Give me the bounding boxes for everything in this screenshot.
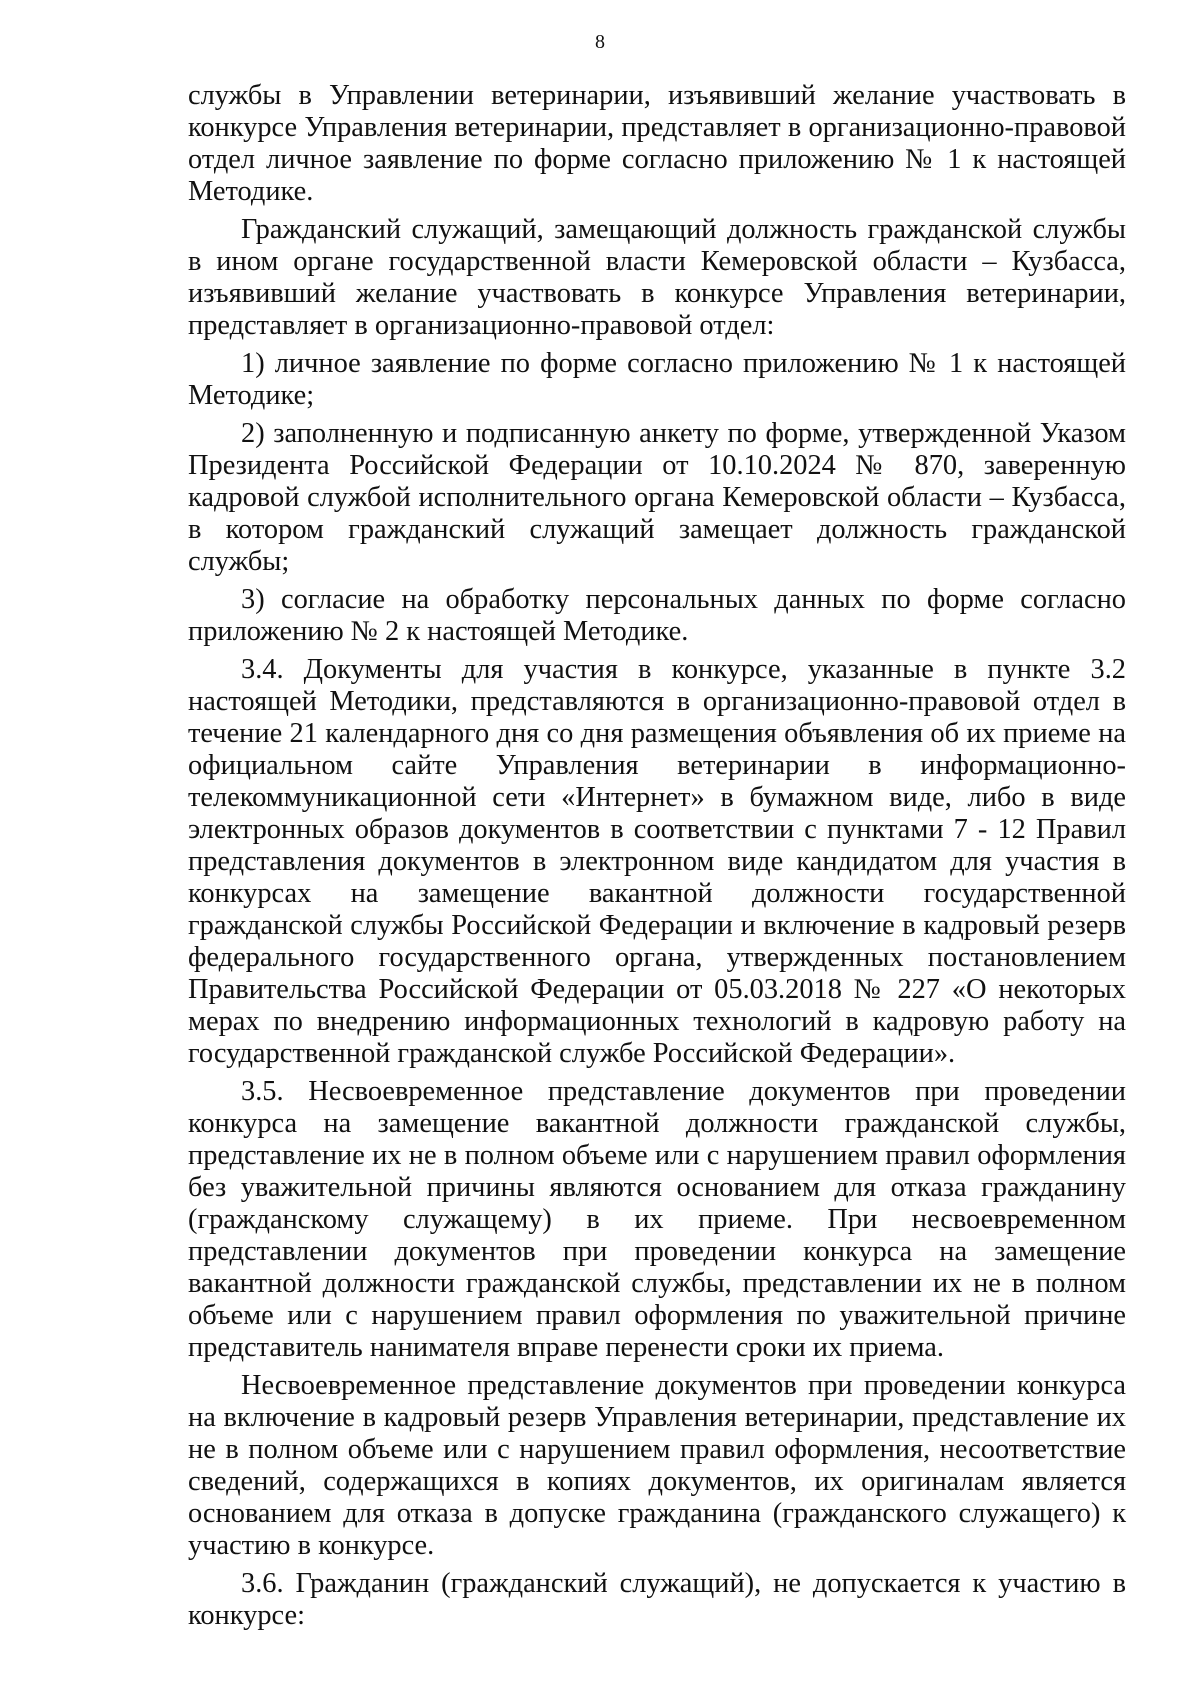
list-item-3-consent: 3) согласие на обработку персональных данных по форме согласно приложению № 2 к настоящей Методике. (188, 584, 1126, 647)
section-3-5: 3.5. Несвоевременное представление документов при проведении конкурса на замещение вакантной должности гражданской службы, представление их не в полном объеме или с нарушением правил оформления без уважительной причины являются основанием для отказа гражданину (гражданскому служащему) в их приеме. При несвоевременном представлении документов при проведении конкурса на замещение вакантной должности гражданской службы, представлении их не в полном объеме или с нарушением правил оформления по уважительной причине представитель нанимателя вправе перенести сроки их приема. (188, 1076, 1126, 1363)
page-number: 8 (595, 31, 605, 53)
paragraph-continuation: службы в Управлении ветеринарии, изъявивший желание участвовать в конкурсе Управления ветеринарии, представляет в организационно-правовой отдел личное заявление по форме согласно приложению № 1 к настоящей Методике. (188, 80, 1126, 207)
list-item-1-application: 1) личное заявление по форме согласно приложению № 1 к настоящей Методике; (188, 348, 1126, 411)
document-body (188, 80, 1126, 1638)
section-3-6: 3.6. Гражданин (гражданский служащий), не допускается к участию в конкурсе: (188, 1568, 1126, 1631)
paragraph-late-submission-reserve: Несвоевременное представление документов при проведении конкурса на включение в кадровый резерв Управления ветеринарии, представление их не в полном объеме или с нарушением правил оформления, несоответствие сведений, содержащихся в копиях документов, их оригиналам является основанием для отказа в допуске гражданина (гражданского служащего) к участию в конкурсе. (188, 1370, 1126, 1561)
list-item-2-questionnaire: 2) заполненную и подписанную анкету по форме, утвержденной Указом Президента Российской Федерации от 10.10.2024 № 870, заверенную кадровой службой исполнительного органа Кемеровской области – Кузбасса, в котором гражданский служащий замещает должность гражданской службы; (188, 418, 1126, 577)
paragraph-civil-servant-other-body: Гражданский служащий, замещающий должность гражданской службы в ином органе государственной власти Кемеровской области – Кузбасса, изъявивший желание участвовать в конкурсе Управления ветеринарии, представляет в организационно-правовой отдел: (188, 214, 1126, 341)
section-3-4: 3.4. Документы для участия в конкурсе, указанные в пункте 3.2 настоящей Методики, представляются в организационно-правовой отдел в течение 21 календарного дня со дня размещения объявления об их приеме на официальном сайте Управления ветеринарии в информационно-телекоммуникационной сети «Интернет» в бумажном виде, либо в виде электронных образов документов в соответствии с пунктами 7 - 12 Правил представления документов в электронном виде кандидатом для участия в конкурсах на замещение вакантной должности государственной гражданской службы Российской Федерации и включение в кадровый резерв федерального государственного органа, утвержденных постановлением Правительства Российской Федерации от 05.03.2018 № 227 «О некоторых мерах по внедрению информационных технологий в кадровую работу на государственной гражданской службе Российской Федерации». (188, 654, 1126, 1069)
